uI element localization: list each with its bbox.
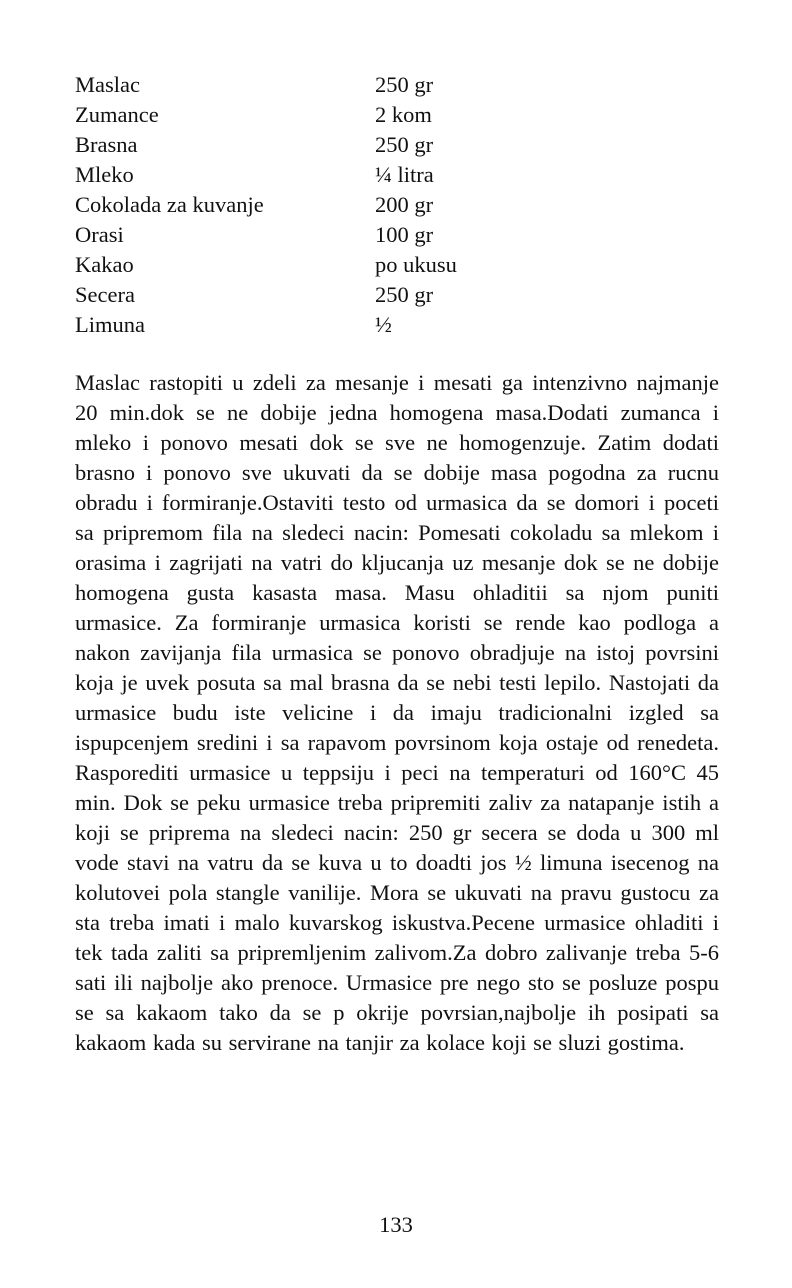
ingredient-quantity: 2 kom (375, 102, 432, 127)
ingredient-row (75, 220, 719, 250)
ingredient-row (75, 280, 719, 310)
ingredient-row (75, 190, 719, 220)
ingredient-name: Mleko (75, 162, 134, 187)
ingredient-row (75, 130, 719, 160)
ingredient-row (75, 250, 719, 280)
ingredient-name: Limuna (75, 312, 145, 337)
ingredient-row (75, 70, 719, 100)
ingredient-name: Brasna (75, 132, 138, 157)
ingredient-name: Kakao (75, 252, 134, 277)
ingredient-row (75, 160, 719, 190)
ingredient-quantity: ½ (375, 312, 392, 337)
ingredient-name: Zumance (75, 102, 159, 127)
ingredient-quantity: 250 gr (375, 282, 434, 307)
ingredient-quantity: 250 gr (375, 72, 434, 97)
ingredient-name: Secera (75, 282, 135, 307)
ingredient-quantity: 100 gr (375, 222, 434, 247)
page-number: 133 (379, 1212, 413, 1237)
ingredient-quantity: 250 gr (375, 132, 434, 157)
ingredient-quantity: ¼ litra (375, 162, 434, 187)
ingredient-list (75, 70, 719, 340)
recipe-instructions: Maslac rastopiti u zdeli za mesanje i mesati ga intenzivno najmanje 20 min.dok se ne dobije jedna homogena masa.Dodati zumanca i mleko i ponovo mesati dok se sve ne homogenzuje. Zatim dodati brasno i ponovo sve ukuvati da se dobije masa pogodna za rucnu obradu i formiranje.Ostaviti testo od urmasica da se domori i poceti sa pripremom fila na sledeci nacin: Pomesati cokoladu sa mlekom i orasima i zagrijati na vatri do kljucanja uz mesanje dok se ne dobije homogena gusta kasasta masa. Masu ohladitii sa njom puniti urmasice. Za formiranje urmasica koristi se rende kao podloga a nakon zavijanja fila urmasica se ponovo obradjuje na istoj povrsini koja je uvek posuta sa mal brasna da se nebi testi lepilo. Nastojati da urmasice budu iste velicine i da imaju tradicionalni izgled sa ispupcenjem sredini i sa rapavom povrsinom koja ostaje od renedeta. Rasporediti urmasice u teppsiju i peci na temperaturi od 160°C 45 min. Dok se peku urmasice treba pripremiti zaliv za natapanje istih a koji se priprema na sledeci nacin: 250 gr secera se doda u 300 ml vode stavi na vatru da se kuva u to doadti jos ½ limuna isecenog na kolutovei pola stangle vanilije. Mora se ukuvati na pravu gustocu za sta treba imati i malo kuvarskog iskustva.Pecene urmasice ohladiti i tek tada zaliti sa pripremljenim zalivom.Za dobro zalivanje treba 5-6 sati ili najbolje ako prenoce. Urmasice pre nego sto se posluze pospu se sa kakaom tako da se p okrije povrsian,najbolje ih posipati sa kakaom kada su servirane na tanjir za kolace koji se sluzi gostima. (75, 370, 719, 1055)
ingredient-name: Cokolada za kuvanje (75, 192, 264, 217)
ingredient-row (75, 100, 719, 130)
ingredient-quantity: po ukusu (375, 252, 457, 277)
ingredient-name: Orasi (75, 222, 124, 247)
ingredient-name: Maslac (75, 72, 140, 97)
ingredient-row (75, 310, 719, 340)
ingredient-quantity: 200 gr (375, 192, 434, 217)
